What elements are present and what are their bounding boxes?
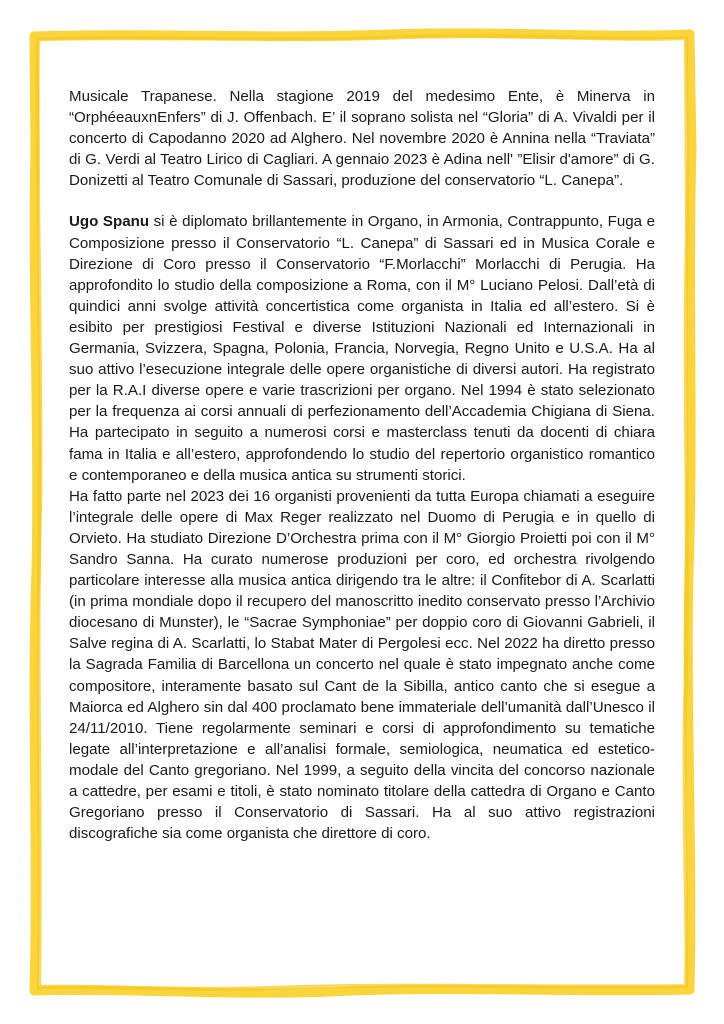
paragraph-soprano-bio: Musicale Trapanese. Nella stagione 2019 del medesimo Ente, è Minerva in “OrphéeauxnEnfers” di J. Offenbach. E’ il soprano solista nel “Gloria” di A. Vivaldi per il concerto di Capodanno 2020 ad Alghero. Nel novembre 2020 è Annina nella “Traviata” di G. Verdi al Teatro Lirico di Cagliari. A gennaio 2023 è Adina nell' ”Elisir d'amore” di G. Donizetti al Teatro Comunale di Sassari, produzione del conservatorio “L. Canepa”. <box>69 88 655 190</box>
biography-text <box>69 86 655 844</box>
paragraph-ugo-spanu-career: Ha fatto parte nel 2023 dei 16 organisti provenienti da tutta Europa chiamati a eseguire l’integrale delle opere di Max Reger realizzato nel Duomo di Perugia e in quello di Orvieto. Ha studiato Direzione D’Orchestra prima con il M° Giorgio Proietti poi con il M° Sandro Sanna. Ha curato numerose produzioni per coro, ed orchestra rivolgendo particolare interesse alla musica antica dirigendo tra le altre: il Confitebor di A. Scarlatti (in prima mondiale dopo il recupero del manoscritto inedito conservato presso l’Archivio diocesano di Munster), le “Sacrae Symphoniae” per doppio coro di Giovanni Gabrieli, il Salve regina di A. Scarlatti, lo Stabat Mater di Pergolesi ecc. Nel 2022 ha diretto presso la Sagrada Familia di Barcellona un concerto nel quale è stato impegnato anche come compositore, interamente basato sul Cant de la Sibilla, antico canto che si esegue a Maiorca ed Alghero sin dal 400 proclamato bene immateriale dell’umanità dall’Unesco il 24/11/2010. Tiene regolarmente seminari e corsi di approfondimento su tematiche legate all’interpretazione e all’analisi formale, semiologica, neumatica ed estetico-modale del Canto gregoriano. Nel 1999, a seguito della vincita del concorso nazionale a cattedre, per esami e titoli, è stato nominato titolare della cattedra di Organo e Canto Gregoriano presso il Conservatorio di Sassari. Ha al suo attivo registrazioni discografiche sia come organista che direttore di coro. <box>69 487 655 843</box>
paragraph-ugo-spanu-bio <box>69 211 655 485</box>
name-ugo-spanu: Ugo Spanu <box>69 213 150 231</box>
paragraph-ugo-spanu-text: si è diplomato brillantemente in Organo, in Armonia, Contrappunto, Fuga e Composizione presso il Conservatorio “L. Canepa” di Sassari ed in Musica Corale e Direzione di Coro presso il Conservatorio “F.Morlacchi” Morlacchi di Perugia. Ha approfondito lo studio della composizione a Roma, con il M° Luciano Pelosi. Dall’età di quindici anni svolge attività concertistica come organista in Italia ed all’estero. Si è esibito per prestigiosi Festival e diverse Istituzioni Nazionali ed Internazionali in Germania, Svizzera, Spagna, Polonia, Francia, Norvegia, Regno Unito e U.S.A. Ha al suo attivo l’esecuzione integrale delle opere organistiche di diversi autori. Ha registrato per la R.A.I diverse opere e varie trascrizioni per organo. Nel 1994 è stato selezionato per la frequenza ai corsi annuali di perfezionamento dell’Accademia Chigiana di Siena. Ha partecipato in seguito a numerosi corsi e masterclass tenuti da docenti di chiara fama in Italia e all’estero, approfondendo lo studio del repertorio organistico romantico e contemporaneo e della musica antica su strumenti storici. <box>69 213 656 484</box>
